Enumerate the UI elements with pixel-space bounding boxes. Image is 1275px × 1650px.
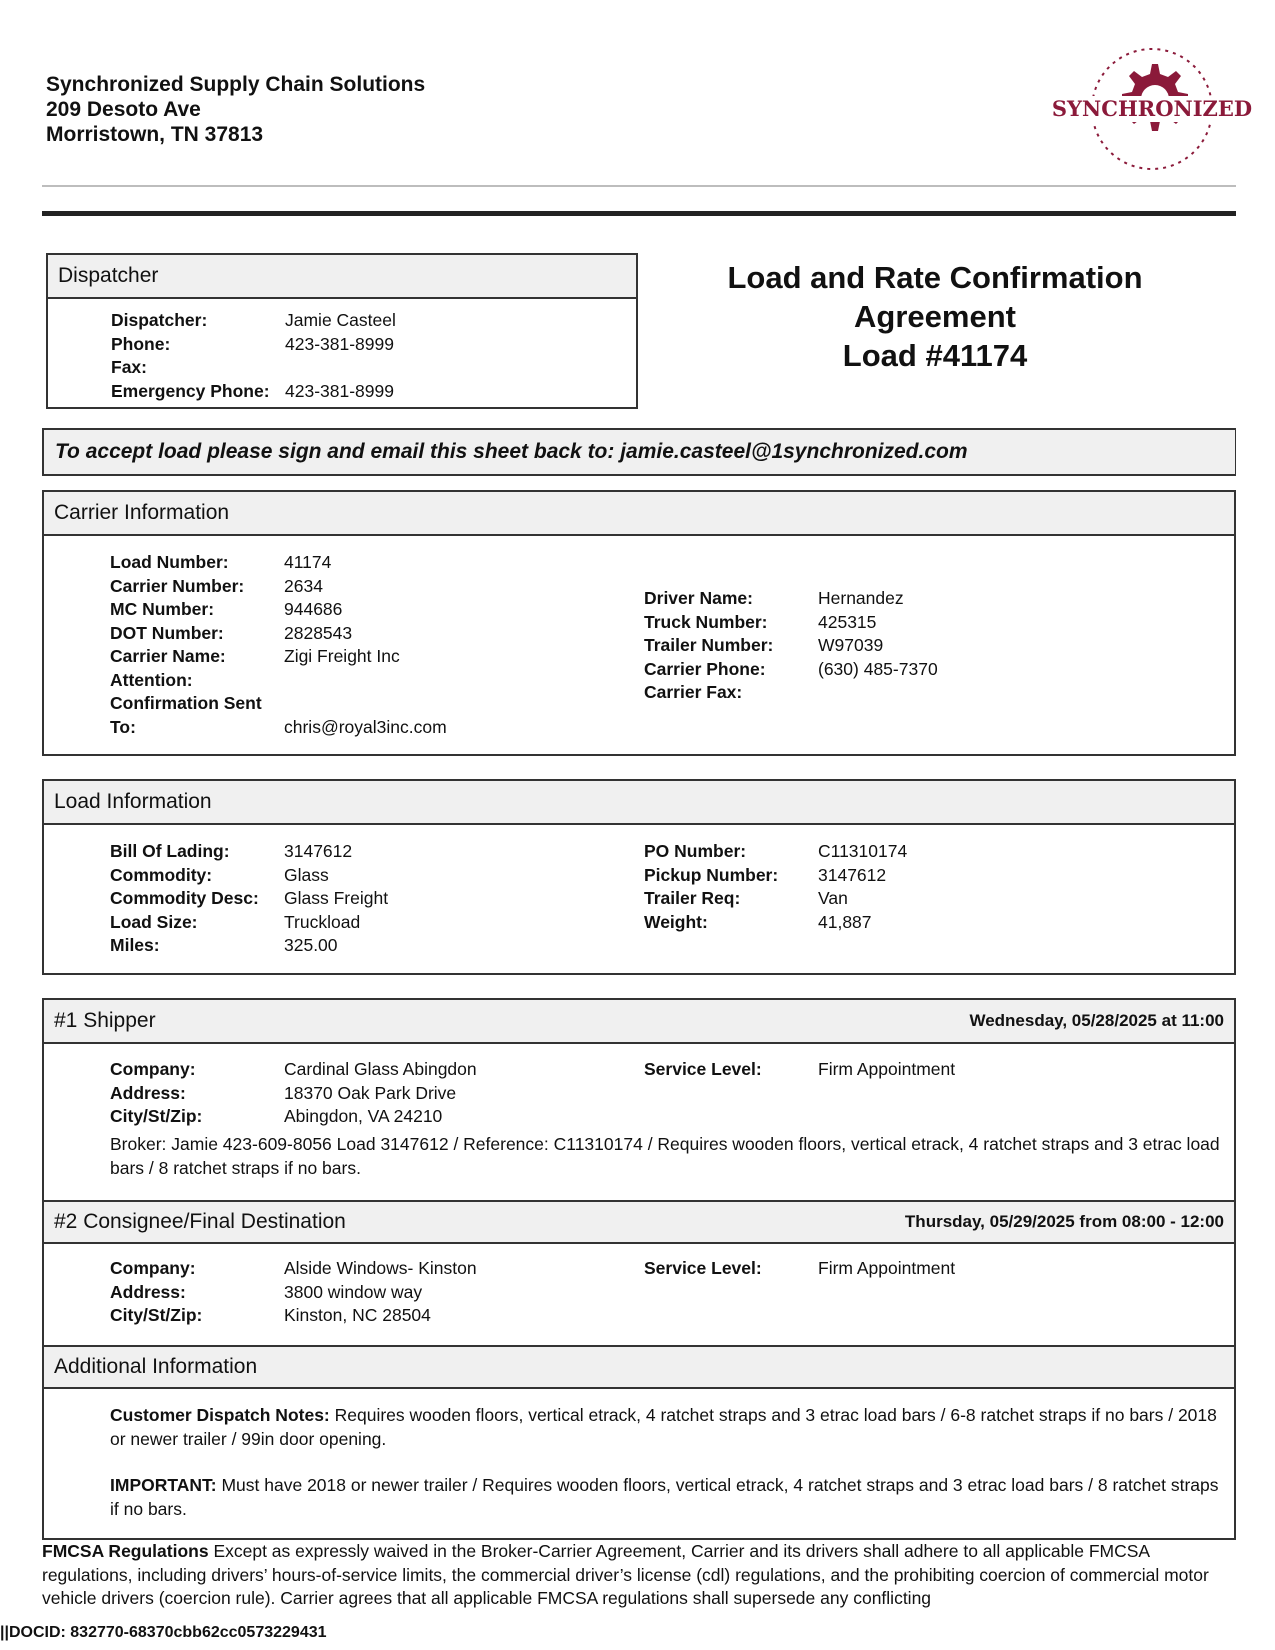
- field-value: Cardinal Glass Abingdon: [284, 1059, 477, 1079]
- accept-instructions: To accept load please sign and email this sheet back to: jamie.casteel@1synchronized.com: [44, 430, 1235, 474]
- company-address-line1: 209 Desoto Ave: [46, 98, 201, 121]
- field-value: 325.00: [284, 935, 338, 955]
- field-value: C11310174: [818, 841, 908, 861]
- field-label: City/St/Zip:: [110, 1106, 203, 1126]
- logo-text: SYNCHRONIZED: [1051, 96, 1253, 121]
- field-label: Carrier Name:: [110, 646, 226, 666]
- field-value: 41174: [284, 552, 332, 572]
- field-value: Abingdon, VA 24210: [284, 1106, 443, 1126]
- shipper-heading: #1 Shipper Wednesday, 05/28/2025 at 11:00: [44, 1000, 1234, 1044]
- document-id: ||DOCID: 832770-68370cbb62cc0573229431: [0, 1624, 327, 1641]
- field-label: City/St/Zip:: [110, 1305, 203, 1325]
- dispatcher-fields: [111, 309, 396, 403]
- field-label: Load Number:: [110, 552, 229, 572]
- field-value: Firm Appointment: [818, 1258, 956, 1278]
- customer-dispatch-notes: Customer Dispatch Notes: Requires wooden floors, vertical etrack, 4 ratchet straps and 3 etrac load bars / 6-8 ratchet straps if no bars / 2018 or newer trailer / 99in door opening.: [110, 1405, 1217, 1449]
- field-value: Firm Appointment: [818, 1059, 956, 1079]
- field-value: Glass Freight: [284, 888, 389, 908]
- title-line2: Agreement: [854, 299, 1016, 334]
- shipper-notes: Broker: Jamie 423-609-8056 Load 3147612 / Reference: C11310174 / Requires wooden floors, vertical etrack, 4 ratchet straps and 3 etrac load bars / 8 ratchet straps if no bars.: [110, 1134, 1220, 1178]
- field-value: Van: [818, 888, 848, 908]
- field-label: Trailer Number:: [644, 635, 774, 655]
- field-label: Emergency Phone:: [111, 380, 270, 401]
- carrier-left-fields: [110, 551, 447, 739]
- field-label: Load Size:: [110, 911, 198, 932]
- field-label: Weight:: [644, 911, 708, 932]
- field-label: Pickup Number:: [644, 864, 779, 885]
- field-label: Commodity Desc:: [110, 888, 259, 908]
- field-label: Address:: [110, 1281, 186, 1302]
- field-label: Dispatcher:: [111, 310, 208, 330]
- company-name: Synchronized Supply Chain Solutions: [46, 73, 426, 96]
- carrier-info-box: [42, 490, 1236, 756]
- field-label: Trailer Req:: [644, 888, 741, 908]
- field-value: Hernandez: [818, 588, 904, 608]
- shipper-right-fields: [644, 1058, 955, 1082]
- field-value: 3147612: [818, 864, 887, 885]
- header-divider-thin: [42, 185, 1236, 187]
- field-value: 423-381-8999: [285, 380, 394, 401]
- field-value: 3147612: [284, 841, 353, 861]
- carrier-right-fields: [644, 587, 938, 705]
- field-value: 18370 Oak Park Drive: [284, 1082, 457, 1103]
- field-value: [285, 356, 396, 380]
- consignee-heading: #2 Consignee/Final Destination Thursday, 05/29/2025 from 08:00 - 12:00: [44, 1200, 1234, 1244]
- field-label: Attention:: [110, 669, 193, 690]
- field-label: DOT Number:: [110, 622, 224, 643]
- field-label: Company:: [110, 1258, 196, 1278]
- carrier-info-heading: Carrier Information: [44, 492, 1234, 536]
- field-label: To:: [110, 716, 136, 737]
- field-label: Address:: [110, 1082, 186, 1103]
- field-value: 2634: [284, 575, 323, 596]
- field-label: Carrier Fax:: [644, 682, 743, 702]
- shipper-datetime: Wednesday, 05/28/2025 at 11:00: [969, 1011, 1224, 1030]
- field-value: [284, 692, 447, 716]
- title-line1: Load and Rate Confirmation: [727, 260, 1143, 295]
- field-label: Commodity:: [110, 864, 213, 885]
- field-label: Company:: [110, 1059, 196, 1079]
- company-address-block: [46, 72, 425, 147]
- field-label: Truck Number:: [644, 611, 768, 632]
- stops-box: [42, 998, 1236, 1540]
- field-value: chris@royal3inc.com: [284, 716, 447, 737]
- field-value: 425315: [818, 611, 877, 632]
- field-label: Fax:: [111, 357, 147, 377]
- field-label: Carrier Phone:: [644, 658, 766, 679]
- important-notes: IMPORTANT: Must have 2018 or newer trailer / Requires wooden floors, vertical etrack, 4 ratchet straps and 3 etrac load bars / 8 ratchet straps if no bars.: [110, 1475, 1219, 1519]
- field-label: Carrier Number:: [110, 575, 245, 596]
- additional-info-heading: Additional Information: [44, 1345, 1234, 1389]
- field-label: Confirmation Sent: [110, 693, 262, 713]
- field-value: W97039: [818, 635, 884, 655]
- synchronized-gear-logo: [1051, 44, 1253, 174]
- field-value: 2828543: [284, 622, 353, 643]
- field-value: [284, 669, 447, 693]
- consignee-left-fields: [110, 1257, 477, 1328]
- field-value: Zigi Freight Inc: [284, 646, 400, 666]
- load-left-fields: [110, 840, 388, 958]
- field-label: Bill Of Lading:: [110, 841, 230, 861]
- field-value: (630) 485-7370: [818, 658, 938, 679]
- field-label: Miles:: [110, 935, 160, 955]
- field-value: Kinston, NC 28504: [284, 1305, 431, 1325]
- field-label: Service Level:: [644, 1059, 762, 1079]
- field-value: Jamie Casteel: [285, 310, 396, 330]
- field-label: PO Number:: [644, 841, 747, 861]
- dispatcher-heading: Dispatcher: [48, 255, 636, 299]
- fmcsa-regulations: FMCSA Regulations Except as expressly waived in the Broker-Carrier Agreement, Carrier and its drivers shall adhere to all applicable FMCSA regulations, including drivers’ hours-of-service limits, the commercial driver’s license (cdl) regulations, and the prohibiting coercion of commercial motor vehicle drivers (coercion rule). Carrier agrees that all applicable FMCSA regulations shall supersede any conflicting: [42, 1541, 1209, 1608]
- page-title: [660, 258, 1210, 375]
- field-label: MC Number:: [110, 599, 215, 619]
- field-value: Glass: [284, 864, 329, 885]
- shipper-left-fields: [110, 1058, 477, 1129]
- dispatcher-box: [46, 253, 638, 409]
- field-value: 3800 window way: [284, 1281, 423, 1302]
- consignee-datetime: Thursday, 05/29/2025 from 08:00 - 12:00: [904, 1212, 1224, 1231]
- field-label: Phone:: [111, 333, 171, 354]
- load-info-box: [42, 779, 1236, 975]
- title-line3: Load #41174: [842, 338, 1028, 373]
- field-value: Alside Windows- Kinston: [284, 1258, 477, 1278]
- field-value: [818, 681, 938, 705]
- field-label: Driver Name:: [644, 588, 753, 608]
- field-label: Service Level:: [644, 1258, 762, 1278]
- load-info-heading: Load Information: [44, 781, 1234, 825]
- load-right-fields: [644, 840, 907, 934]
- header-divider-thick: [42, 211, 1236, 216]
- field-value: 41,887: [818, 911, 872, 932]
- field-value: 944686: [284, 599, 343, 619]
- field-value: Truckload: [284, 911, 361, 932]
- field-value: 423-381-8999: [285, 333, 394, 354]
- company-address-line2: Morristown, TN 37813: [46, 123, 264, 146]
- consignee-right-fields: [644, 1257, 955, 1281]
